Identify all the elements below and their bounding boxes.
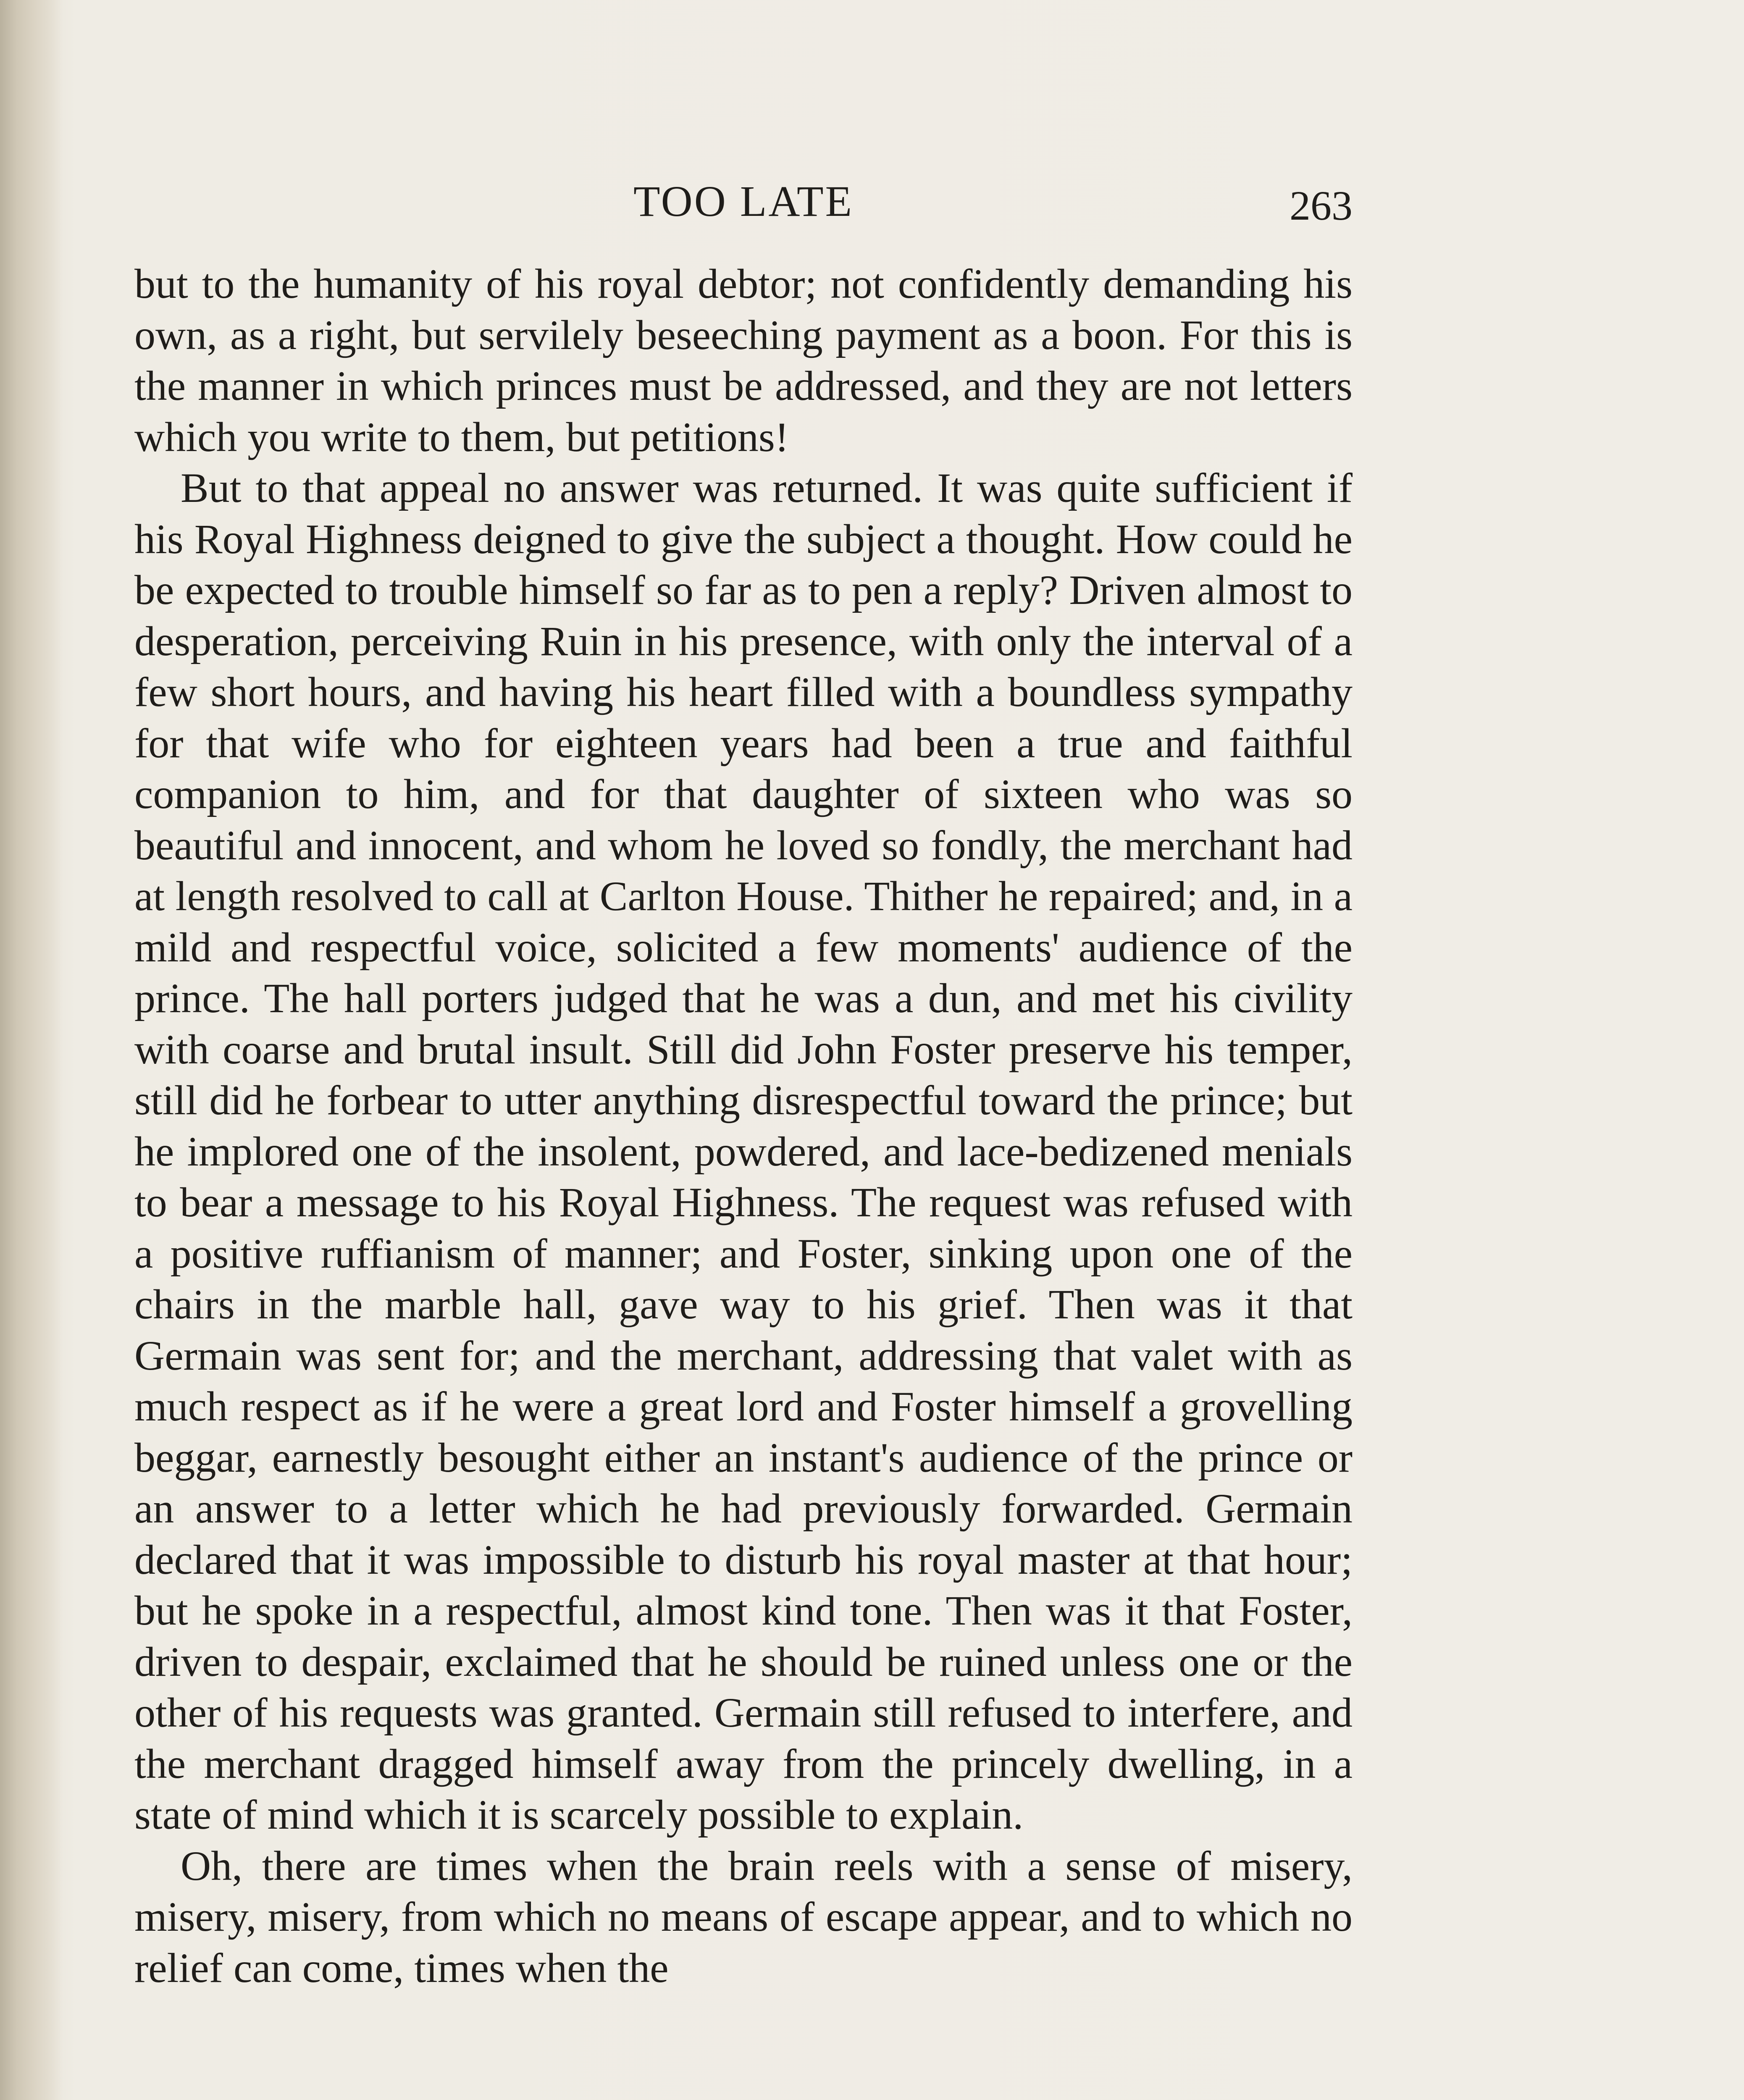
page-number: 263 xyxy=(1290,182,1353,229)
paragraph-3: Oh, there are times when the brain reels with a sense of misery, misery, misery, from which no means of escape appear, and to which no relief can come, times when the xyxy=(134,1842,1353,1991)
paragraph-2: But to that appeal no answer was returned. It was quite sufficient if his Royal Highness deigned to give the subject a thought. How could he be expected to trouble himself so far as to pen a reply? Driven almost to desperation, perceiving Ruin in his presence, with only the interval of a few short hours, and having his heart filled with a boundless sympathy for that wife who for eighteen years had been a true and faithful companion to him, and for that daughter of sixteen who was so beautiful and innocent, and whom he loved so fondly, the merchant had at length resolved to call at Carlton House. Thither he repaired; and, in a mild and respectful voice, solicited a few moments' audience of the prince. The hall porters judged that he was a dun, and met his civility with coarse and brutal insult. Still did John Foster preserve his temper, still did he forbear to utter anything disrespectful toward the prince; but he implored one of the insolent, powdered, and lace-bedizened menials to bear a message to his Royal Highness. The request was refused with a positive ruffianism of manner; and Foster, sinking upon one of the chairs in the marble hall, gave way to his grief. Then was it that Germain was sent for; and the merchant, addressing that valet with as much respect as if he were a great lord and Foster himself a grovelling beggar, earnestly besought either an instant's audience of the prince or an answer to a letter which he had previously forwarded. Germain declared that it was impossible to disturb his royal master at that hour; but he spoke in a respectful, almost kind tone. Then was it that Foster, driven to despair, exclaimed that he should be ruined unless one or the other of his requests was granted. Germain still refused to interfere, and the merchant dragged himself away from the princely dwelling, in a state of mind which it is scarcely possible to explain. xyxy=(134,465,1353,1838)
body-text xyxy=(134,258,1353,1993)
page-header xyxy=(134,172,1353,231)
running-title: TOO LATE xyxy=(633,177,854,226)
page-spine-shadow xyxy=(0,0,63,2100)
paragraph-1: but to the humanity of his royal debtor; not confidently demanding his own, as a right, but servilely beseeching payment as a boon. For this is the manner in which princes must be addressed, and they are not letters which you write to them, but petitions! xyxy=(134,260,1353,460)
